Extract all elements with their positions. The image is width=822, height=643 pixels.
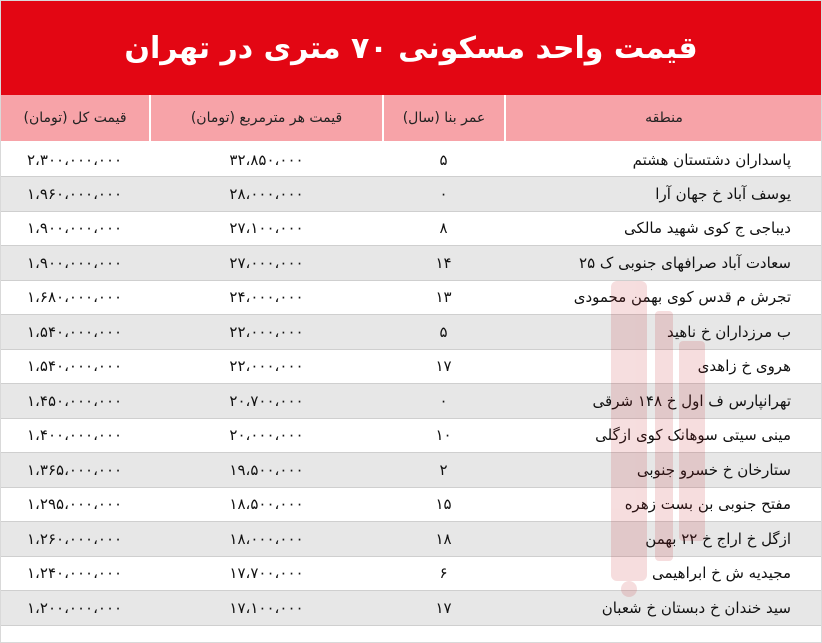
cell-total-price: ۱،۵۴۰،۰۰۰،۰۰۰ [1, 315, 150, 350]
table-row [1, 418, 821, 453]
cell-region: مجیدیه ش خ ابراهیمی [505, 556, 821, 591]
cell-age: ۱۷ [383, 349, 505, 384]
table-row [1, 487, 821, 522]
cell-price-per-meter: ۱۷،۱۰۰،۰۰۰ [150, 591, 383, 626]
table-row [1, 591, 821, 626]
cell-region: مینی سیتی سوهانک کوی ازگلی [505, 418, 821, 453]
cell-age: ۵ [383, 315, 505, 350]
table-row [1, 384, 821, 419]
cell-age: ۰ [383, 384, 505, 419]
cell-price-per-meter: ۲۷،۱۰۰،۰۰۰ [150, 211, 383, 246]
cell-region: ستارخان خ خسرو جنوبی [505, 453, 821, 488]
table-row [1, 280, 821, 315]
cell-total-price: ۱،۴۰۰،۰۰۰،۰۰۰ [1, 418, 150, 453]
cell-total-price: ۱،۹۰۰،۰۰۰،۰۰۰ [1, 246, 150, 281]
cell-region: مفتح جنوبی بن بست زهره [505, 487, 821, 522]
cell-price-per-meter: ۲۷،۰۰۰،۰۰۰ [150, 246, 383, 281]
price-table [1, 95, 821, 626]
cell-age: ۱۳ [383, 280, 505, 315]
cell-age: ۱۷ [383, 591, 505, 626]
table-row [1, 142, 821, 177]
cell-age: ۲ [383, 453, 505, 488]
cell-total-price: ۱،۲۶۰،۰۰۰،۰۰۰ [1, 522, 150, 557]
cell-age: ۵ [383, 142, 505, 177]
table-row [1, 522, 821, 557]
cell-region: ب مرزداران خ ناهید [505, 315, 821, 350]
table-row [1, 453, 821, 488]
cell-region: ازگل خ اراج خ ۲۲ بهمن [505, 522, 821, 557]
cell-price-per-meter: ۲۲،۰۰۰،۰۰۰ [150, 315, 383, 350]
cell-age: ۸ [383, 211, 505, 246]
cell-total-price: ۱،۲۴۰،۰۰۰،۰۰۰ [1, 556, 150, 591]
cell-region: سید خندان خ دبستان خ شعبان [505, 591, 821, 626]
cell-age: ۶ [383, 556, 505, 591]
cell-age: ۱۰ [383, 418, 505, 453]
table-row [1, 349, 821, 384]
cell-price-per-meter: ۲۰،۰۰۰،۰۰۰ [150, 418, 383, 453]
cell-age: ۰ [383, 177, 505, 212]
table-row [1, 246, 821, 281]
column-header-age: عمر بنا (سال) [383, 95, 505, 142]
table-header-row [1, 95, 821, 142]
cell-region: دیباجی ج کوی شهید مالکی [505, 211, 821, 246]
table-row [1, 556, 821, 591]
cell-price-per-meter: ۲۲،۰۰۰،۰۰۰ [150, 349, 383, 384]
cell-age: ۱۸ [383, 522, 505, 557]
cell-region: تجرش م قدس کوی بهمن محمودی [505, 280, 821, 315]
cell-price-per-meter: ۱۸،۵۰۰،۰۰۰ [150, 487, 383, 522]
cell-total-price: ۱،۹۶۰،۰۰۰،۰۰۰ [1, 177, 150, 212]
column-header-total-price: قیمت کل (تومان) [1, 95, 150, 142]
table-row [1, 211, 821, 246]
cell-price-per-meter: ۲۸،۰۰۰،۰۰۰ [150, 177, 383, 212]
cell-region: سعادت آباد صرافهای جنوبی ک ۲۵ [505, 246, 821, 281]
cell-total-price: ۱،۳۶۵،۰۰۰،۰۰۰ [1, 453, 150, 488]
cell-total-price: ۱،۶۸۰،۰۰۰،۰۰۰ [1, 280, 150, 315]
cell-region: تهرانپارس ف اول خ ۱۴۸ شرقی [505, 384, 821, 419]
cell-price-per-meter: ۱۸،۰۰۰،۰۰۰ [150, 522, 383, 557]
cell-region: پاسداران دشتستان هشتم [505, 142, 821, 177]
cell-region: هروی خ زاهدی [505, 349, 821, 384]
cell-age: ۱۴ [383, 246, 505, 281]
column-header-price-per-meter: قیمت هر مترمربع (تومان) [150, 95, 383, 142]
page-title: قیمت واحد مسکونی ۷۰ متری در تهران [1, 1, 821, 95]
column-header-region: منطقه [505, 95, 821, 142]
cell-total-price: ۱،۲۹۵،۰۰۰،۰۰۰ [1, 487, 150, 522]
cell-region: یوسف آباد خ جهان آرا [505, 177, 821, 212]
cell-price-per-meter: ۲۰،۷۰۰،۰۰۰ [150, 384, 383, 419]
cell-price-per-meter: ۱۹،۵۰۰،۰۰۰ [150, 453, 383, 488]
cell-total-price: ۱،۲۰۰،۰۰۰،۰۰۰ [1, 591, 150, 626]
cell-price-per-meter: ۲۴،۰۰۰،۰۰۰ [150, 280, 383, 315]
cell-total-price: ۱،۵۴۰،۰۰۰،۰۰۰ [1, 349, 150, 384]
cell-age: ۱۵ [383, 487, 505, 522]
table-row [1, 315, 821, 350]
cell-total-price: ۱،۹۰۰،۰۰۰،۰۰۰ [1, 211, 150, 246]
cell-total-price: ۲،۳۰۰،۰۰۰،۰۰۰ [1, 142, 150, 177]
table-row [1, 177, 821, 212]
cell-price-per-meter: ۱۷،۷۰۰،۰۰۰ [150, 556, 383, 591]
cell-total-price: ۱،۴۵۰،۰۰۰،۰۰۰ [1, 384, 150, 419]
cell-price-per-meter: ۳۲،۸۵۰،۰۰۰ [150, 142, 383, 177]
